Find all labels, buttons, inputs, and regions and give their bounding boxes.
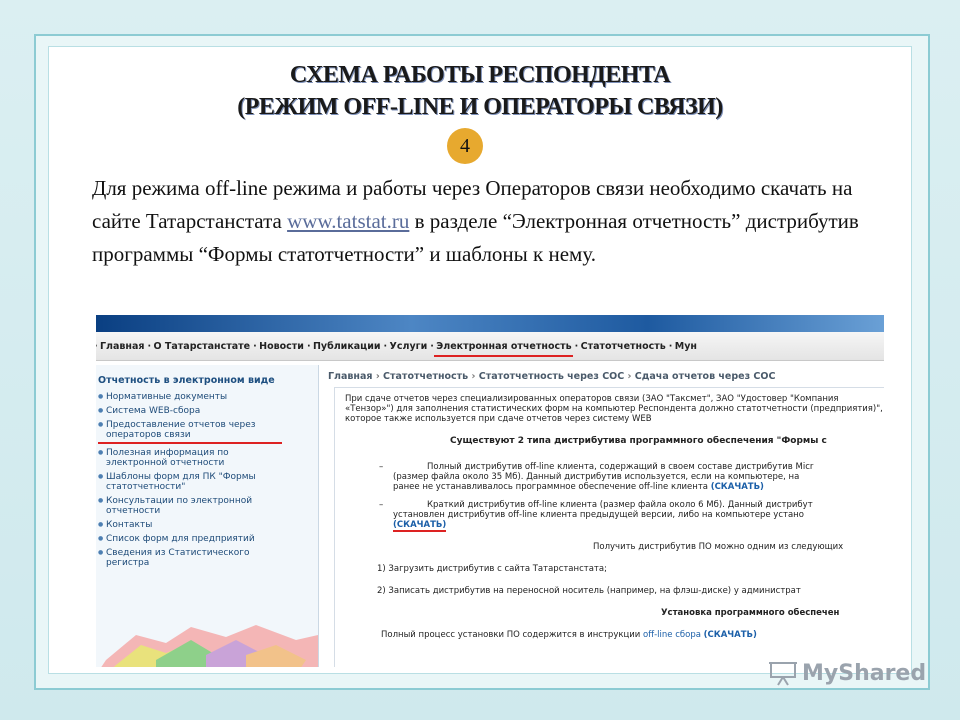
sidebar-item-contacts[interactable]: ● Контакты (98, 520, 286, 530)
item1-line3: ранее не устанавливалось программное обеспечение off-line клиента (СКАЧАТЬ) (393, 482, 764, 492)
breadcrumb: Главная › Статотчетность › Статотчетность через СОС › Сдача отчетов через СОС (328, 371, 776, 382)
item1-line1: Полный дистрибутив off-line клиента, содержащий в своем составе дистрибутив Micr (427, 462, 814, 472)
breadcrumb-statreporting[interactable]: Статотчетность (383, 371, 469, 382)
sidebar-item-operators[interactable]: ● Предоставление отчетов через операторов связи (98, 420, 282, 444)
site-nav-bar (96, 332, 884, 361)
nav-item-home[interactable]: · Главная (96, 341, 150, 352)
types-heading: Существуют 2 типа дистрибутива программного обеспечения "Формы с (450, 436, 827, 446)
breadcrumb-current: Сдача отчетов через СОС (634, 371, 776, 382)
nav-item-publications[interactable]: · Публикации (309, 341, 386, 352)
sidebar-item-consultations[interactable]: ● Консультации по электронной отчетности (98, 496, 286, 516)
sidebar-item-normative[interactable]: ● Нормативные документы (98, 392, 286, 402)
option-2: 2) Записать дистрибутив на переносной носитель (например, на флэш-диске) у администрат (377, 586, 801, 596)
intro-paragraph: При сдаче отчетов через специализированных операторов связи (ЗАО "Таксмет", ЗАО "Удостовер "Компания «Тензор»") для заполнения статистических форм на компьютер Респондента должно статотчетности (предприятия)", которое также используется при сдаче отчетов через систему WEB (345, 394, 883, 424)
slide-title-line1: СХЕМА РАБОТЫ РЕСПОНДЕНТА (289, 62, 671, 88)
sidebar-item-forms-list[interactable]: ● Список форм для предприятий (98, 534, 286, 544)
website-screenshot (96, 315, 884, 667)
download-link-full[interactable]: (СКАЧАТЬ) (710, 482, 764, 492)
item1-line2: (размер файла около 35 Мб). Данный дистрибутив используется, если на компьютере, на (393, 472, 800, 482)
sidebar-item-register[interactable]: ● Сведения из Статистического регистра (98, 548, 286, 568)
install-heading: Установка программного обеспечен (661, 608, 840, 618)
body-text-part2: в разделе “Электронная отчетность” дистрибутив программы “Формы статотчетности” и шаблоны к нему. (92, 209, 859, 266)
offline-guide-link[interactable]: off-line сбора (643, 630, 701, 640)
slide-body-text (92, 172, 892, 271)
site-banner (96, 315, 884, 332)
item2-dash: – (379, 500, 384, 510)
option-1: 1) Загрузить дистрибутив с сайта Татарстанстата; (377, 564, 607, 574)
body-text-part1: Для режима off-line режима и работы через Операторов связи необходимо скачать на сайте Татарстанстата (92, 176, 853, 233)
download-link-short[interactable]: (СКАЧАТЬ) (393, 520, 447, 530)
presentation-icon (768, 660, 798, 686)
nav-item-news[interactable]: · Новости (255, 341, 309, 352)
nav-item-statreporting[interactable]: · Статотчетность (577, 341, 671, 352)
site-main-content (328, 365, 884, 667)
get-distributive-text: Получить дистрибутив ПО можно одним из следующих (593, 542, 844, 552)
slide-title-line2: (РЕЖИМ OFF-LINE И ОПЕРАТОРЫ СВЯЗИ) (237, 94, 723, 120)
sidebar-item-web-collection[interactable]: ● Система WEB-сбора (98, 406, 286, 416)
watermark-text: MyShared (802, 660, 927, 686)
sidebar-item-templates[interactable]: ● Шаблоны форм для ПК "Формы статотчетности" (98, 472, 286, 492)
breadcrumb-sos[interactable]: Статотчетность через СОС (478, 371, 625, 382)
watermark (768, 656, 926, 690)
sidebar-item-useful-info[interactable]: ● Полезная информация по электронной отчетности (98, 448, 286, 468)
slide-number-badge: 4 (447, 128, 483, 164)
nav-item-e-reporting[interactable]: · Электронная отчетность (432, 341, 576, 352)
item2-line2: установлен дистрибутив off-line клиента предыдущей версии, либо на компьютере устано (393, 510, 804, 520)
nav-item-services[interactable]: · Услуги (386, 341, 433, 352)
item2-line1: Краткий дистрибутив off-line клиента (размер файла около 6 Мб). Данный дистрибут (427, 500, 813, 510)
tatstat-link[interactable]: www.tatstat.ru (287, 209, 410, 233)
item2-download (393, 520, 446, 530)
russia-map-image (96, 615, 318, 667)
nav-item-about[interactable]: · О Татарстанстате (150, 341, 256, 352)
install-text: Полный процесс установки ПО содержится в инструкции off-line сбора (СКАЧАТЬ) (381, 630, 757, 640)
article-box (334, 387, 884, 667)
install-download-link[interactable]: (СКАЧАТЬ) (703, 630, 757, 640)
sidebar-heading: Отчетность в электронном виде (98, 375, 275, 386)
sidebar-list (98, 392, 318, 568)
item1-dash: – (379, 462, 384, 472)
site-sidebar (96, 365, 319, 667)
nav-item-mun[interactable]: · Мун (671, 341, 702, 352)
breadcrumb-home[interactable]: Главная (328, 371, 373, 382)
